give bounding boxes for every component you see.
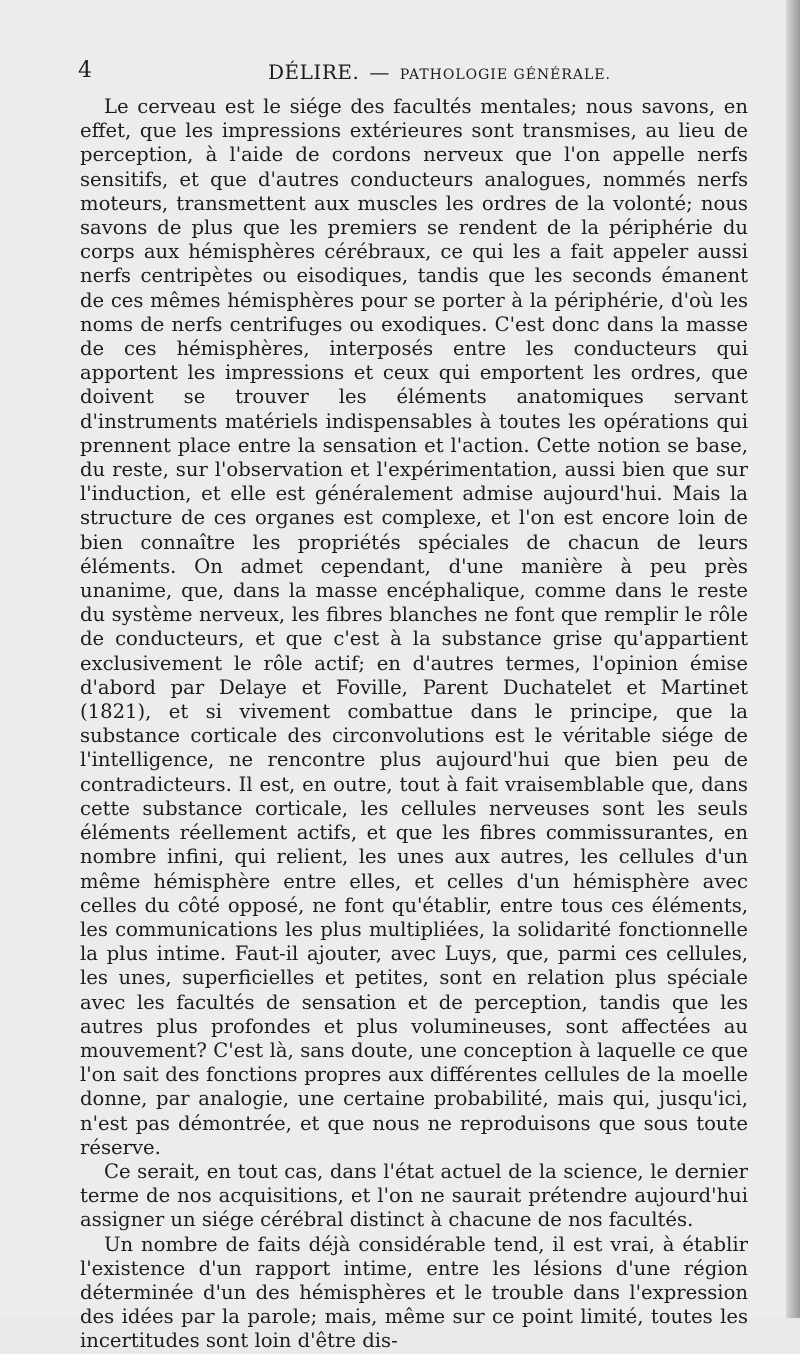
page-number: 4 — [78, 58, 92, 83]
running-title-main: DÉLIRE. — [268, 60, 360, 84]
paragraph: Un nombre de faits déjà considérable tend, il est vrai, à établir l'existence d'un rapport intime, entre les lésions d'une région déterminée d'un des hémisphères et le trouble dans l'expression des idées par la parole; mais, même sur ce point limité, toutes les incertitudes sont loin d'être dis- — [80, 1232, 748, 1353]
running-title — [268, 60, 611, 84]
running-title-dash: — — [369, 60, 390, 84]
running-title-sub: PATHOLOGIE GÉNÉRALE. — [399, 67, 611, 83]
paragraph: Le cerveau est le siége des facultés mentales; nous savons, en effet, que les impressions extérieures sont transmises, au lieu de perception, à l'aide de cordons nerveux que l'on appelle nerfs sensitifs, et que d'autres conducteurs analogues, nommés nerfs moteurs, transmettent aux muscles les ordres de la volonté; nous savons de plus que les premiers se rendent de la périphérie du corps aux hémisphères cérébraux, ce qui les a fait appeler aussi nerfs centripètes ou eisodiques, tandis que les seconds émanent de ces mêmes hémisphères pour se porter à la périphérie, d'où les noms de nerfs centrifuges ou exodiques. C'est donc dans la masse de ces hémisphères, interposés entre les conducteurs qui apportent les impressions et ceux qui emportent les ordres, que doivent se trouver les éléments anatomiques servant d'instruments matériels indispensables à toutes les opérations qui prennent place entre la sensation et l'action. Cette notion se base, du reste, sur l'observation et l'expérimentation, aussi bien que sur l'induction, et elle est généralement admise aujourd'hui. Mais la structure de ces organes est complexe, et l'on est encore loin de bien connaître les propriétés spéciales de chacun de leurs éléments. On admet cependant, d'une manière à peu près unanime, que, dans la masse encéphalique, comme dans le reste du système nerveux, les fibres blanches ne font que remplir le rôle de conducteurs, et que c'est à la substance grise qu'appartient exclusivement le rôle actif; en d'autres termes, l'opinion émise d'abord par Delaye et Foville, Parent Duchatelet et Martinet (1821), et si vivement combattue dans le principe, que la substance corticale des circonvolutions est le véritable siége de l'intelligence, ne rencontre plus aujourd'hui que bien peu de contradicteurs. Il est, en outre, tout à fait vraisemblable que, dans cette substance corticale, les cellules nerveuses sont les seuls éléments réellement actifs, et que les fibres commissurantes, en nombre infini, qui relient, les unes aux autres, les cellules d'un même hémisphère entre elles, et celles d'un hémisphère avec celles du côté opposé, ne font qu'établir, entre tous ces éléments, les communications les plus multipliées, la solidarité fonctionnelle la plus intime. Faut-il ajouter, avec Luys, que, parmi ces cellules, les unes, superficielles et petites, sont en relation plus spéciale avec les facultés de sensation et de perception, tandis que les autres plus profondes et plus volumineuses, sont affectées au mouvement? C'est là, sans doute, une conception à laquelle ce que l'on sait des fonctions propres aux différentes cellules de la moelle donne, par analogie, une certaine probabilité, mais qui, jusqu'ici, n'est pas démontrée, et que nous ne reproduisons que sous toute réserve. — [80, 95, 748, 1159]
page-edge-shadow — [786, 0, 800, 1318]
running-header — [78, 58, 748, 88]
body-text — [80, 95, 748, 1354]
paragraph: Ce serait, en tout cas, dans l'état actuel de la science, le dernier terme de nos acquisitions, et l'on ne saurait prétendre aujourd'hui assigner un siége cérébral distinct à chacune de nos facultés. — [80, 1159, 748, 1232]
